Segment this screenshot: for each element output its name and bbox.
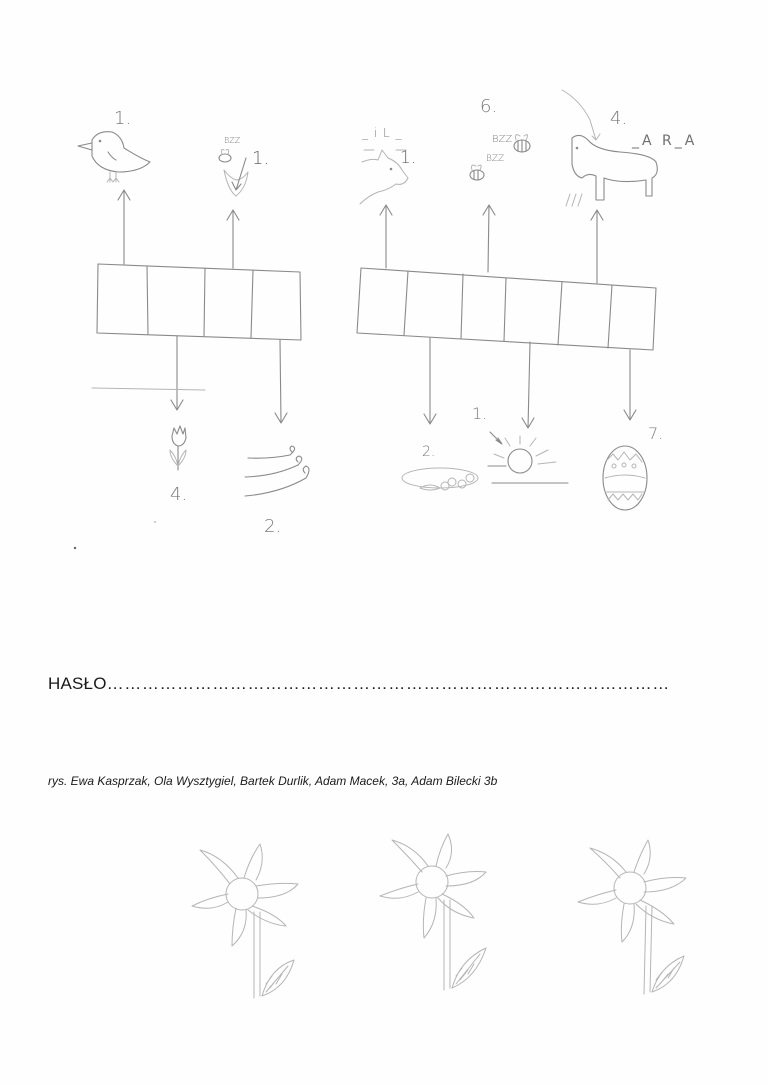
- decorative-flower-2: [380, 834, 486, 990]
- stray-line: [92, 388, 205, 390]
- sun-clue-number: 1.: [472, 404, 488, 423]
- bird-drawing: [78, 132, 150, 182]
- flower-bee-text: BZZ: [224, 136, 241, 145]
- down-arrows: [171, 336, 636, 428]
- sun-drawing: [488, 432, 568, 483]
- answer-blank[interactable]: ……………………………………………………………………………………: [106, 674, 670, 693]
- egg-clue-number: 7.: [648, 424, 664, 443]
- answer-line[interactable]: [48, 674, 670, 694]
- grid-cell-r6[interactable]: [611, 287, 653, 349]
- grid-cell-r3[interactable]: [463, 277, 505, 339]
- illustration-credits: rys. Ewa Kasprzak, Ola Wysztygiel, Bartek Durlik, Adam Macek, 3a, Adam Bilecki 3b: [48, 774, 498, 788]
- grid-cell-l4[interactable]: [253, 272, 300, 339]
- left-grid-cells[interactable]: [99, 266, 300, 339]
- flower-bee-drawing: [219, 150, 248, 197]
- stray-speck: [154, 521, 156, 523]
- wreath-clue-number: 2.: [422, 444, 436, 460]
- answer-label: HASŁO: [48, 674, 107, 693]
- bird-clue-number: 1.: [114, 108, 132, 129]
- decorative-flower-1: [192, 844, 298, 998]
- flower-clue-number: 1.: [252, 148, 270, 169]
- easter-egg-drawing: [603, 446, 647, 510]
- right-grid-cells[interactable]: [361, 272, 653, 349]
- tulip-drawing: [170, 426, 186, 470]
- horse-clue-number: 4.: [610, 108, 628, 129]
- grid-cell-l1[interactable]: [99, 266, 146, 333]
- decorative-flower-3: [578, 840, 686, 994]
- grid-cell-r1[interactable]: [361, 272, 405, 334]
- grid-cell-r2[interactable]: [407, 274, 461, 336]
- stray-speck: [74, 547, 76, 549]
- dog-letter-hint: _ i L _: [362, 126, 403, 140]
- grid-cell-l3[interactable]: [205, 270, 252, 337]
- wreath-drawing: [402, 468, 478, 490]
- grid-cell-l2[interactable]: [148, 268, 204, 335]
- bees-text-2: BZZ: [486, 154, 505, 164]
- wind-clue-number: 2.: [264, 516, 282, 537]
- dog-clue-number: 1.: [400, 148, 417, 168]
- grid-cell-r4[interactable]: [506, 281, 560, 343]
- horse-letter-hint: _A R_A: [632, 133, 698, 149]
- wind-drawing: [245, 446, 309, 496]
- bees-clue-number: 6.: [480, 96, 498, 117]
- tulip-clue-number: 4.: [170, 484, 188, 505]
- grid-cell-r5[interactable]: [561, 284, 610, 346]
- bees-text-1: BZZ: [492, 134, 513, 145]
